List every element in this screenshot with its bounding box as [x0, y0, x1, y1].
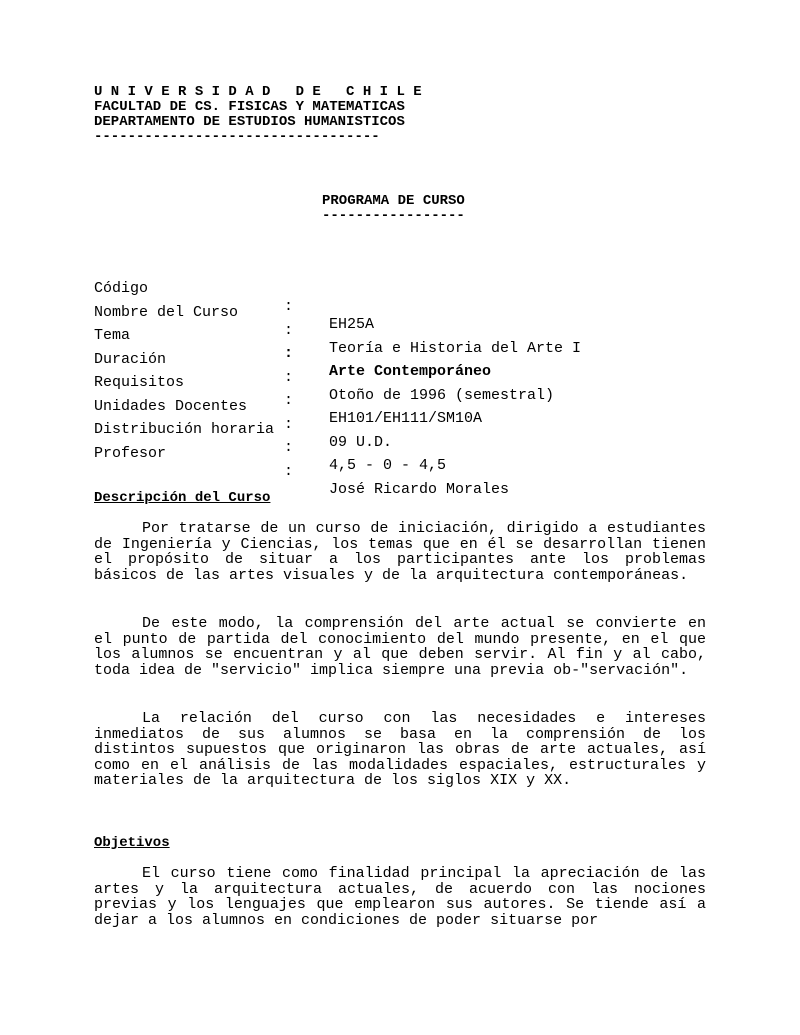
field-colon: : — [284, 345, 294, 362]
field-colon: : — [284, 369, 294, 386]
field-colon: : — [284, 322, 294, 339]
description-paragraph: La relación del curso con las necesidades e intereses inmediatos de sus alumnos se basa en la comprensión de los distintos supuestos que originaron las obras de arte actuales, así como en el análisis de las modalidades espaciales, estructurales y materiales de la arquitectura de los siglos XIX y XX. — [94, 710, 706, 790]
field-label: Unidades Docentes — [94, 398, 248, 415]
department-name: DEPARTAMENTO DE ESTUDIOS HUMANISTICOS — [94, 114, 405, 130]
program-title-rule: ----------------- — [322, 208, 465, 224]
field-colon: : — [284, 392, 294, 409]
field-colon: : — [284, 439, 294, 456]
field-label: Distribución horaria — [94, 421, 275, 438]
field-value: Otoño de 1996 (semestral) — [329, 387, 555, 404]
field-value: Arte Contemporáneo — [329, 363, 492, 380]
field-label: Nombre del Curso — [94, 304, 239, 321]
field-value: EH101/EH111/SM10A — [329, 410, 483, 427]
field-colon: : — [284, 298, 294, 315]
header-rule: ---------------------------------- — [94, 129, 380, 145]
section-heading-objetivos: Objetivos — [94, 835, 170, 851]
university-name: U N I V E R S I D A D D E C H I L E — [94, 84, 422, 100]
field-value: 4,5 - 0 - 4,5 — [329, 457, 447, 474]
field-value: EH25A — [329, 316, 375, 333]
field-label: Código — [94, 280, 149, 297]
program-title: PROGRAMA DE CURSO — [322, 193, 465, 209]
section-heading-descripcion: Descripción del Curso — [94, 490, 271, 506]
field-label: Duración — [94, 351, 167, 368]
field-label: Profesor — [94, 445, 167, 462]
field-colon: : — [284, 416, 294, 433]
description-paragraph: Por tratarse de un curso de iniciación, dirigido a estudiantes de Ingeniería y Ciencias, los temas que en él se desarrollan tienen el propósito de situar a los participantes ante los problemas básicos de las artes visuales y de la arquitectura contemporáneas. — [94, 520, 706, 584]
field-label: Tema — [94, 327, 131, 344]
field-colon: : — [284, 463, 294, 480]
description-paragraph: De este modo, la comprensión del arte actual se convierte en el punto de partida del conocimiento del mundo presente, en el que los alumnos se encuentran y al que deben servir. Al fin y al cabo, toda idea de "servicio" implica siempre una previa ob-"servación". — [94, 615, 706, 679]
faculty-name: FACULTAD DE CS. FISICAS Y MATEMATICAS — [94, 99, 405, 115]
field-value: 09 U.D. — [329, 434, 393, 451]
objectives-paragraph: El curso tiene como finalidad principal la apreciación de las artes y la arquitectura actuales, de acuerdo con las nociones previas y los lenguajes que emplearon sus autores. Se tiende así a dejar a los alumnos en condiciones de poder situarse por — [94, 865, 706, 929]
field-value: José Ricardo Morales — [329, 481, 510, 498]
field-value: Teoría e Historia del Arte I — [329, 340, 582, 357]
field-label: Requisitos — [94, 374, 185, 391]
